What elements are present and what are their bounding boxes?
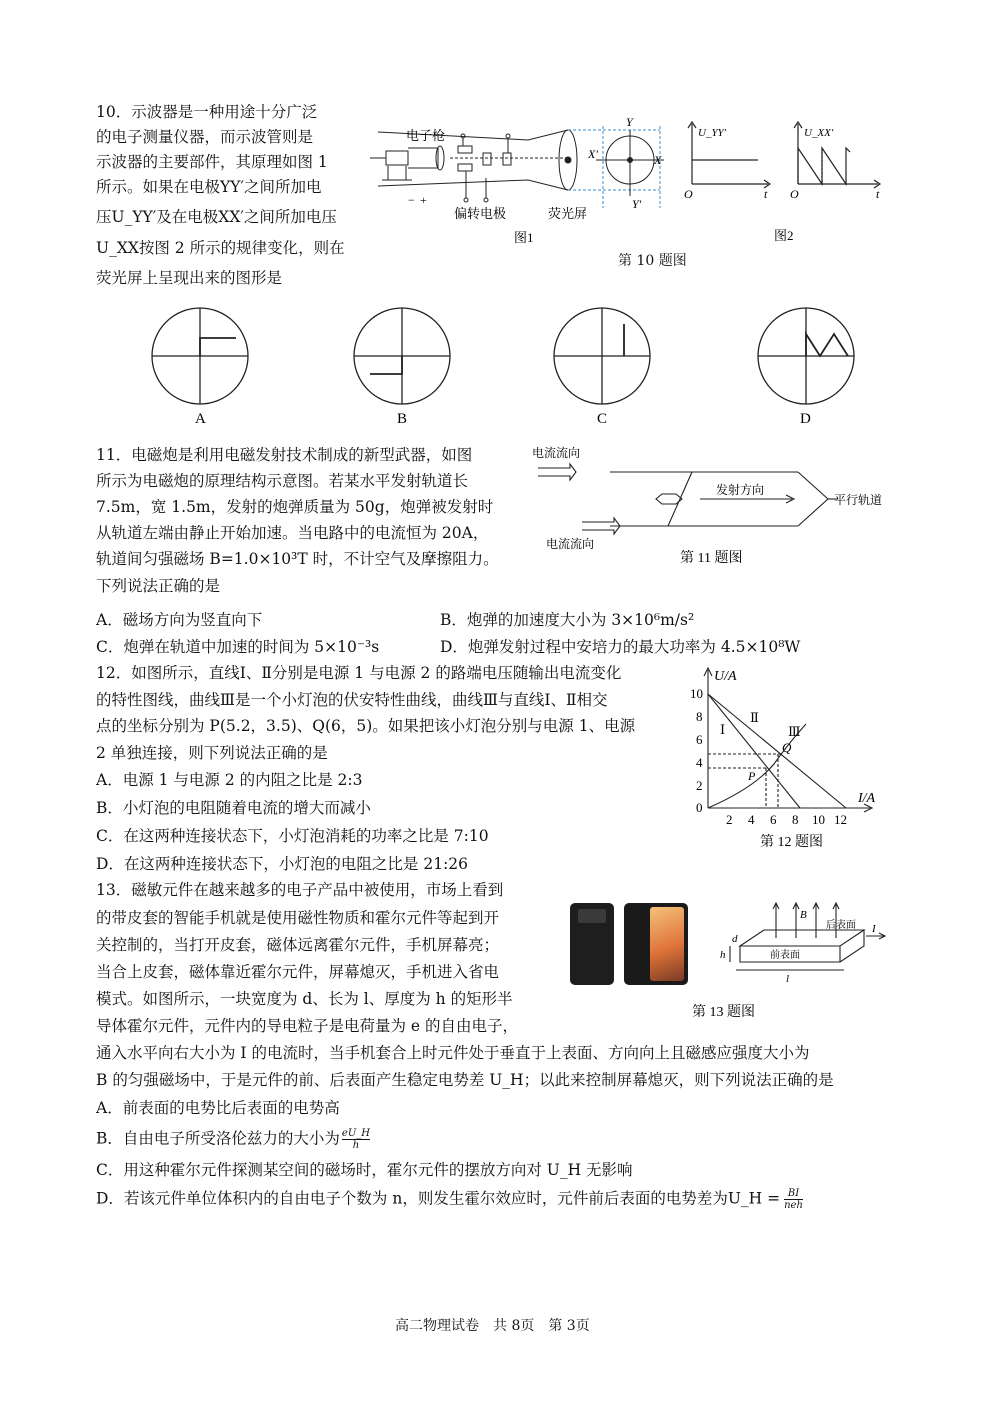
d-label: d bbox=[732, 933, 738, 945]
fig2-caption: 图2 bbox=[774, 228, 794, 243]
line-ii-label: Ⅱ bbox=[750, 710, 759, 725]
q13-option-d[interactable] bbox=[96, 1188, 803, 1211]
q11-option-a[interactable]: A．磁场方向为竖直向下 bbox=[96, 611, 263, 629]
iu-graph bbox=[684, 664, 884, 854]
line-i-label: Ⅰ bbox=[720, 722, 726, 737]
q11-line: 下列说法正确的是 bbox=[96, 577, 221, 595]
x-tick: 2 bbox=[726, 812, 733, 827]
option-a[interactable]: A bbox=[195, 411, 206, 427]
x-tick: 4 bbox=[748, 812, 755, 827]
q12-line: 的特性图线，曲线Ⅲ是一个小灯泡的伏安特性曲线，曲线Ⅲ与直线Ⅰ、Ⅱ相交 bbox=[96, 691, 608, 709]
deflect-label: 偏转电极 bbox=[454, 206, 507, 221]
x-axis-label: I/A bbox=[858, 791, 876, 806]
rail-label: 平行轨道 bbox=[834, 493, 883, 507]
q13-line: 的带皮套的智能手机就是使用磁性物质和霍尔元件等起到开 bbox=[96, 909, 500, 927]
origin-label: O bbox=[684, 187, 693, 201]
fig12-caption: 第 12 题图 bbox=[760, 835, 823, 850]
current-bottom-label: 电流流向 bbox=[546, 537, 595, 551]
fraction: BI neh bbox=[784, 1188, 803, 1211]
option-d[interactable]: D bbox=[800, 411, 811, 427]
q11-option-c[interactable]: C．炮弹在轨道中加速的时间为 5×10⁻³s bbox=[96, 638, 380, 656]
y-label: Y bbox=[626, 115, 633, 129]
y-tick: 4 bbox=[696, 755, 703, 770]
q13-option-c[interactable]: C．用这种霍尔元件探测某空间的磁场时，霍尔元件的摆放方向对 U_H 无影响 bbox=[96, 1161, 633, 1179]
x-tick: 12 bbox=[834, 812, 847, 827]
launch-dir-label: 发射方向 bbox=[716, 483, 765, 497]
q10-line: 荧光屏上呈现出来的图形是 bbox=[96, 269, 283, 287]
option-b[interactable]: B bbox=[397, 411, 408, 427]
q12-line: 点的坐标分别为 P(5.2，3.5)、Q(6，5)。如果把该小灯泡分别与电源 1、电源 bbox=[96, 717, 636, 735]
q12-option-a[interactable]: A．电源 1 与电源 2 的内阻之比是 2:3 bbox=[96, 771, 363, 789]
b-field-label: B bbox=[800, 909, 807, 921]
xp-label: X′ bbox=[588, 147, 598, 161]
current-top-label: 电流流向 bbox=[532, 446, 581, 460]
fig10-caption: 第 10 题图 bbox=[618, 253, 687, 269]
q12-option-d[interactable]: D．在这两种连接状态下，小灯泡的电阻之比是 21:26 bbox=[96, 855, 469, 873]
y-axis-label: U/A bbox=[714, 669, 737, 684]
oscilloscope-figure bbox=[368, 115, 673, 248]
x-label: X bbox=[654, 153, 662, 167]
t-label: t bbox=[876, 187, 880, 201]
q13-option-b[interactable] bbox=[96, 1128, 370, 1151]
q13-option-a[interactable]: A．前表面的电势比后表面的电势高 bbox=[96, 1099, 340, 1117]
q13-option-b-text: B．自由电子所受洛伦兹力的大小为 bbox=[96, 1129, 340, 1148]
q10-line: 10．示波器是一种用途十分广泛 bbox=[96, 103, 318, 121]
phone-closed-image bbox=[570, 903, 614, 985]
q10-line: 的电子测量仪器，而示波管则是 bbox=[96, 128, 314, 146]
current-label: I bbox=[872, 923, 876, 935]
x-tick: 6 bbox=[770, 812, 777, 827]
uyy-label: U_YY′ bbox=[698, 127, 727, 139]
q12-option-c[interactable]: C．在这两种连接状态下，小灯泡消耗的功率之比是 7:10 bbox=[96, 827, 489, 845]
phone-open-image bbox=[624, 903, 688, 985]
screen-label: 荧光屏 bbox=[548, 206, 588, 221]
origin-label: O bbox=[790, 187, 799, 201]
q10-options bbox=[140, 306, 870, 430]
q13-line: 导体霍尔元件，元件内的导电粒子是电荷量为 e 的自由电子， bbox=[96, 1017, 519, 1035]
q13-line: 通入水平向右大小为 I 的电流时，当手机套合上时元件处于垂直于上表面、方向向上且磁感应强度大小为 bbox=[96, 1044, 810, 1062]
hall-element-figure bbox=[692, 900, 896, 1028]
q13-option-d-text: D．若该元件单位体积内的自由电子个数为 n，则发生霍尔效应时，元件前后表面的电势差为U_H = bbox=[96, 1189, 781, 1208]
y-tick: 10 bbox=[690, 686, 703, 701]
fraction: $\frac{eU\_H}{h}$ bbox=[341, 1128, 370, 1151]
x-tick: 8 bbox=[792, 812, 799, 827]
q11-line: 所示为电磁炮的原理结构示意图。若某水平发射轨道长 bbox=[96, 472, 469, 490]
phone-screen bbox=[650, 907, 684, 981]
q10-line: 所示。如果在电极YY′之间所加电 bbox=[96, 178, 322, 196]
l-label: l bbox=[786, 973, 790, 985]
q10-line: 压U_YY′及在电极XX′之间所加电压 bbox=[96, 208, 337, 226]
uxx-label: U_XX′ bbox=[804, 127, 834, 139]
q13-line: 13．磁敏元件在越来越多的电子产品中被使用，市场上看到 bbox=[96, 881, 504, 899]
curve-iii-label: Ⅲ bbox=[788, 724, 801, 739]
q13-line: 模式。如图所示，一块宽度为 d、长为 l、厚度为 h 的矩形半 bbox=[96, 990, 513, 1008]
railgun-figure bbox=[530, 442, 890, 570]
t-label: t bbox=[764, 187, 768, 201]
fig1-caption: 图1 bbox=[514, 230, 534, 245]
h-label: h bbox=[720, 949, 726, 961]
q10-line: U_XX按图 2 所示的规律变化，则在 bbox=[96, 239, 345, 257]
page-footer: 高二物理试卷 共 8页 第 3页 bbox=[395, 1318, 590, 1334]
q12-line: 2 单独连接，则下列说法正确的是 bbox=[96, 744, 328, 762]
cover-window bbox=[578, 909, 606, 923]
y-tick: 2 bbox=[696, 778, 703, 793]
q10-line: 示波器的主要部件，其原理如图 1 bbox=[96, 153, 328, 171]
y-tick: 6 bbox=[696, 732, 703, 747]
q11-line: 轨道间匀强磁场 B=1.0×10³T 时，不计空气及摩擦阻力。 bbox=[96, 550, 499, 568]
voltage-graphs bbox=[680, 118, 890, 246]
q13-line: B 的匀强磁场中，于是元件的前、后表面产生稳定电势差 U_H；以此来控制屏幕熄灭，则下列说法正确的是 bbox=[96, 1071, 834, 1089]
q11-line: 11．电磁炮是利用电磁发射技术制成的新型武器，如图 bbox=[96, 446, 473, 464]
q11-line: 从轨道左端由静止开始加速。当电路中的电流恒为 20A， bbox=[96, 524, 489, 542]
q11-option-d[interactable]: D．炮弹发射过程中安培力的最大功率为 4.5×10⁸W bbox=[440, 638, 801, 656]
minus-sign: − bbox=[408, 193, 415, 207]
q11-line: 7.5m，宽 1.5m，发射的炮弹质量为 50g，炮弹被发射时 bbox=[96, 498, 494, 516]
point-p-label: P bbox=[748, 769, 756, 783]
front-surface-label: 前表面 bbox=[770, 950, 800, 961]
q13-line: 关控制的，当打开皮套，磁体远离霍尔元件，手机屏幕亮； bbox=[96, 936, 500, 954]
y-tick: 0 bbox=[696, 800, 703, 815]
q11-option-b[interactable]: B．炮弹的加速度大小为 3×10⁶m/s² bbox=[440, 611, 695, 629]
fig11-caption: 第 11 题图 bbox=[680, 551, 743, 566]
y-tick: 8 bbox=[696, 709, 703, 724]
q13-line: 当合上皮套，磁体靠近霍尔元件，屏幕熄灭，手机进入省电 bbox=[96, 963, 500, 981]
yp-label: Y′ bbox=[632, 197, 642, 211]
point-q-label: Q bbox=[782, 740, 792, 755]
gun-label: 电子枪 bbox=[406, 128, 446, 143]
fig13-caption: 第 13 题图 bbox=[692, 1005, 755, 1020]
back-surface-label: 后表面 bbox=[826, 920, 856, 931]
x-tick: 10 bbox=[812, 812, 825, 827]
option-c[interactable]: C bbox=[597, 411, 608, 427]
q12-option-b[interactable]: B．小灯泡的电阻随着电流的增大而减小 bbox=[96, 799, 371, 817]
plus-sign: + bbox=[420, 193, 427, 207]
q12-line: 12．如图所示，直线Ⅰ、Ⅱ分别是电源 1 与电源 2 的路端电压随输出电流变化 bbox=[96, 664, 622, 682]
